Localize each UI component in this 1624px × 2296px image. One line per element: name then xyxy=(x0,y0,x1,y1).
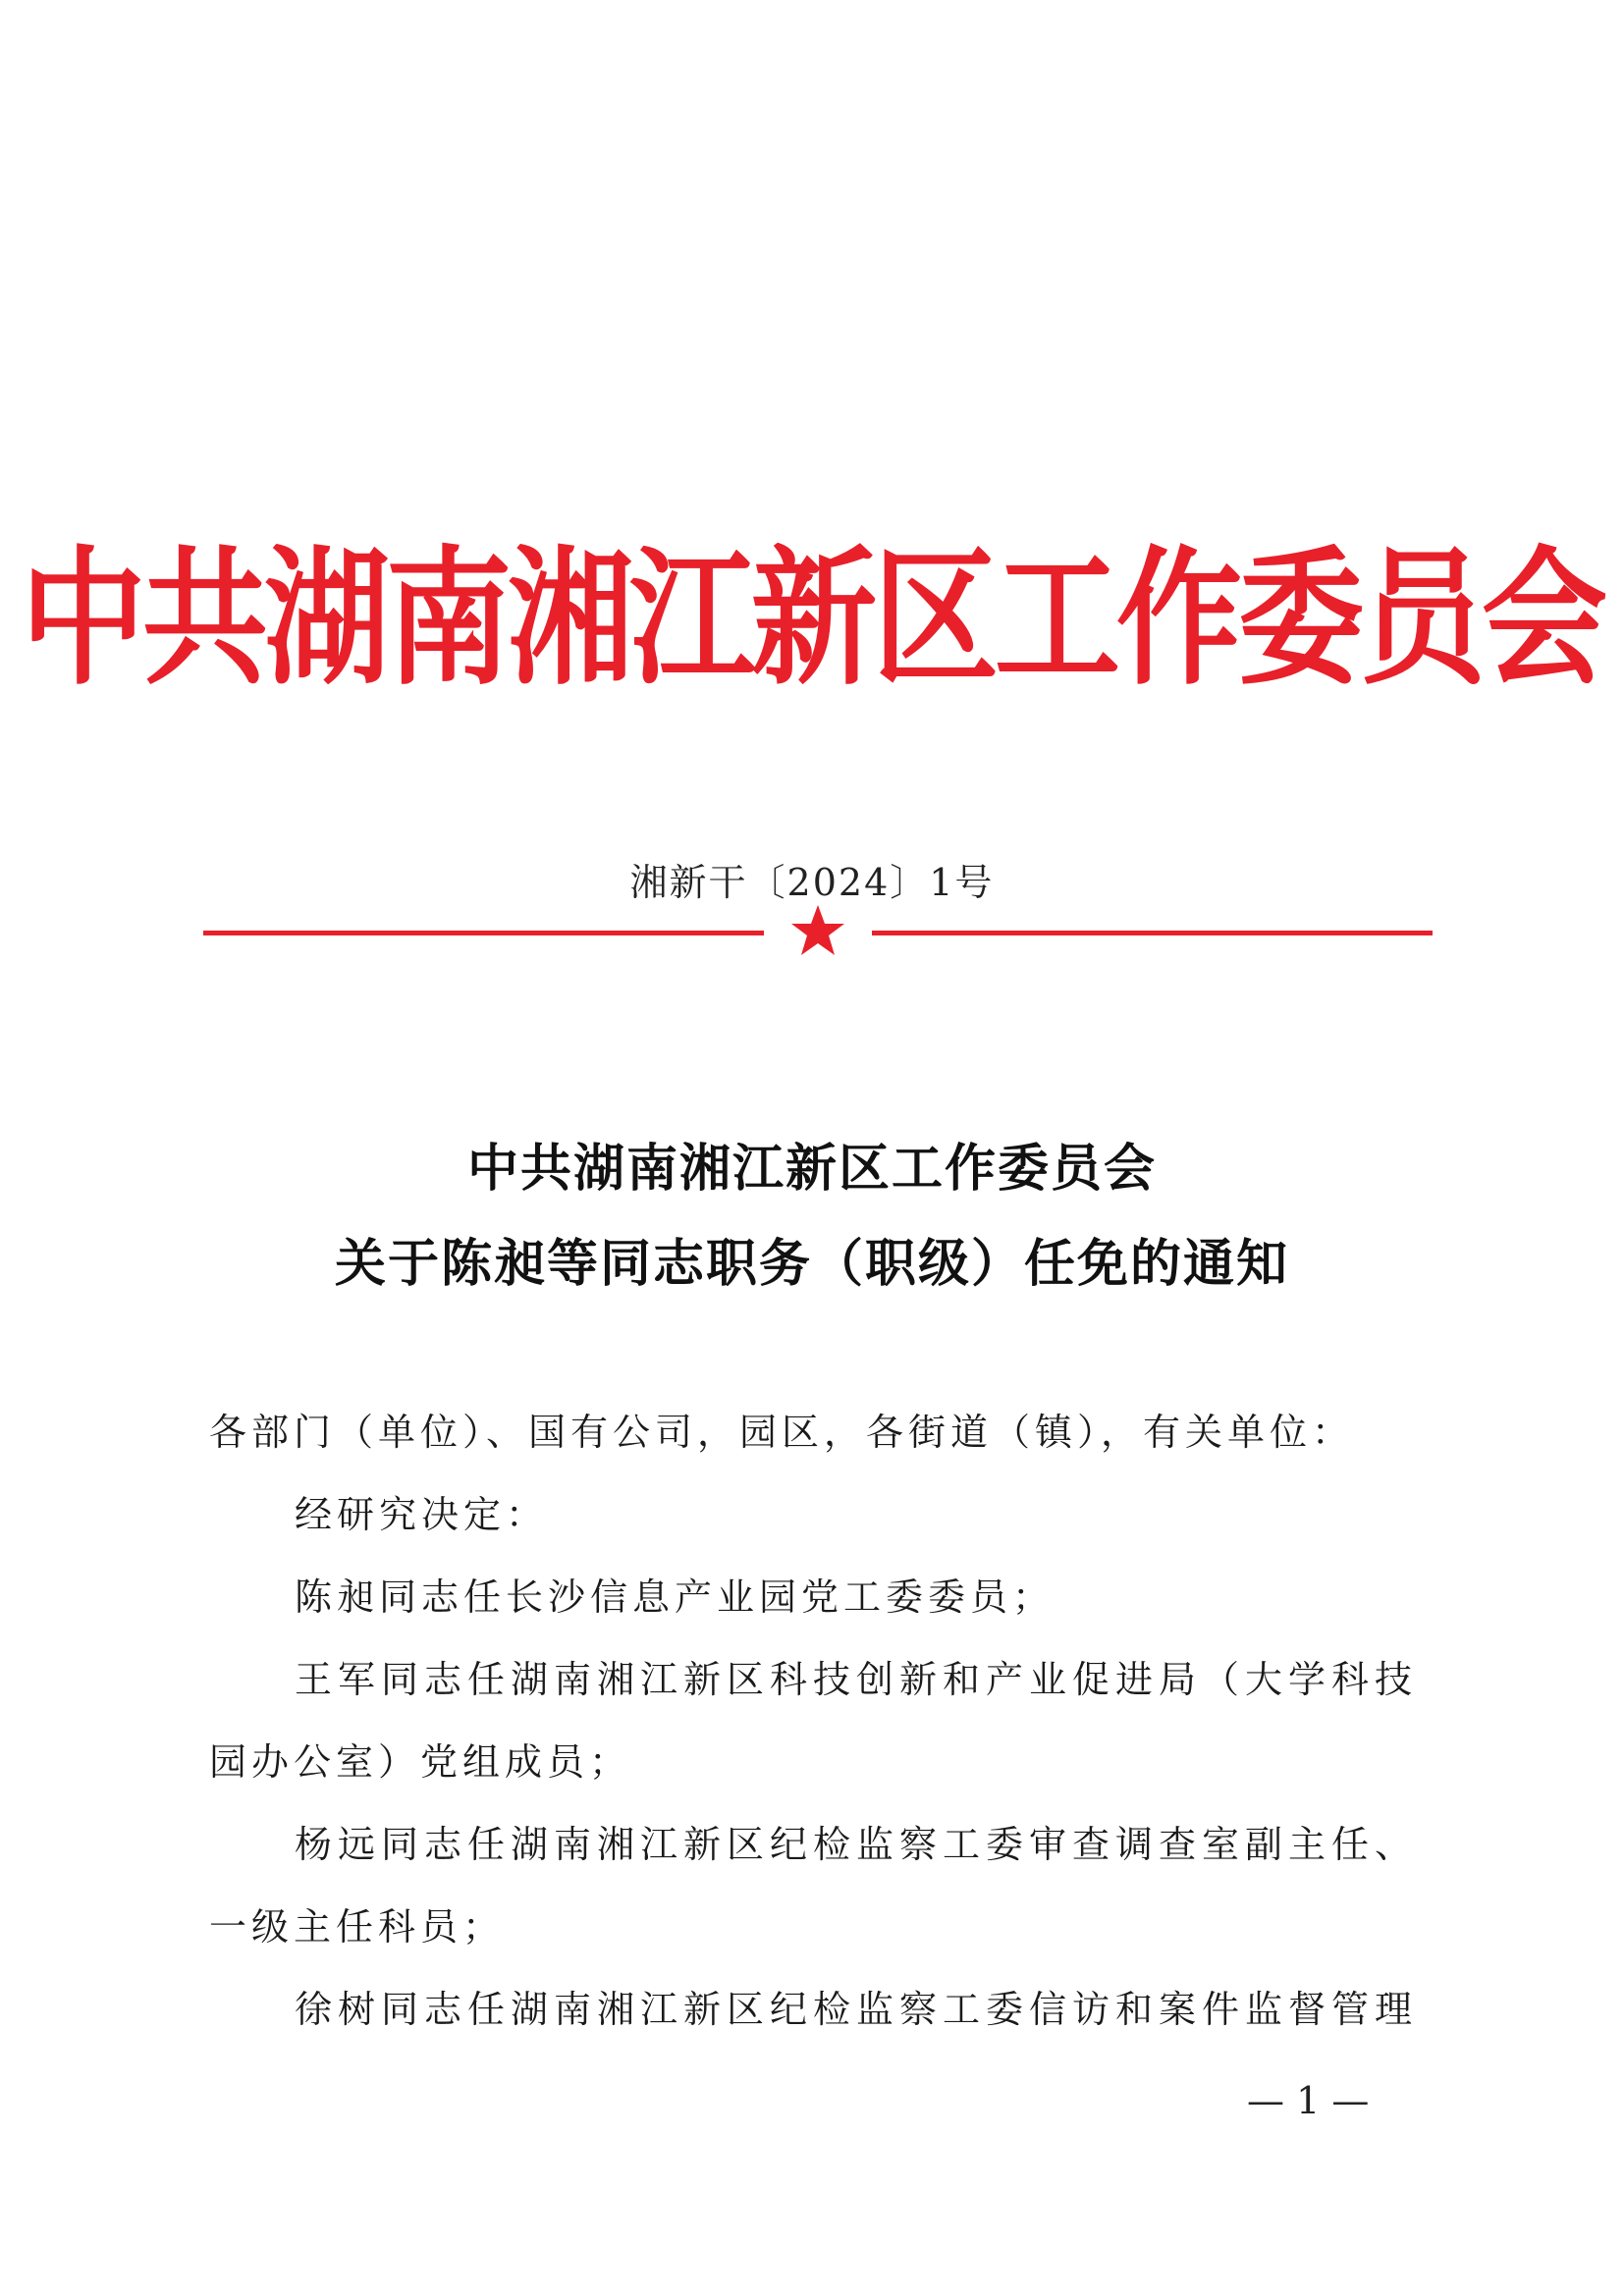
paragraph-appointment-2-line2: 园办公室）党组成员； xyxy=(209,1740,632,1784)
red-divider-right xyxy=(872,931,1433,935)
paragraph-appointment-2-line1: 王军同志任湖南湘江新区科技创新和产业促进局（大学科技 xyxy=(295,1658,1419,1701)
paragraph-appointment-4-line1: 徐树同志任湖南湘江新区纪检监察工委信访和案件监督管理 xyxy=(295,1988,1419,2031)
page-number: — 1 — xyxy=(1247,2079,1370,2122)
paragraph-appointment-1: 陈昶同志任长沙信息产业园党工委委员； xyxy=(295,1575,1056,1619)
paragraph-intro: 经研究决定： xyxy=(295,1493,549,1536)
document-number: 湘新干〔2024〕1号 xyxy=(629,861,995,904)
paragraph-appointment-3-line1: 杨远同志任湖南湘江新区纪检监察工委审查调查室副主任、 xyxy=(295,1823,1419,1866)
document-title-line1: 中共湖南湘江新区工作委员会 xyxy=(466,1140,1157,1199)
paragraph-appointment-3-line2: 一级主任科员； xyxy=(209,1905,506,1949)
salutation: 各部门（单位）、国有公司，园区，各街道（镇），有关单位： xyxy=(209,1411,1355,1454)
issuer-masthead: 中共湖南湘江新区工作委员会 xyxy=(20,532,1603,707)
document-title-line2: 关于陈昶等同志职务（职级）任免的通知 xyxy=(334,1235,1289,1294)
star-icon xyxy=(788,901,847,960)
red-divider-left xyxy=(203,931,764,935)
